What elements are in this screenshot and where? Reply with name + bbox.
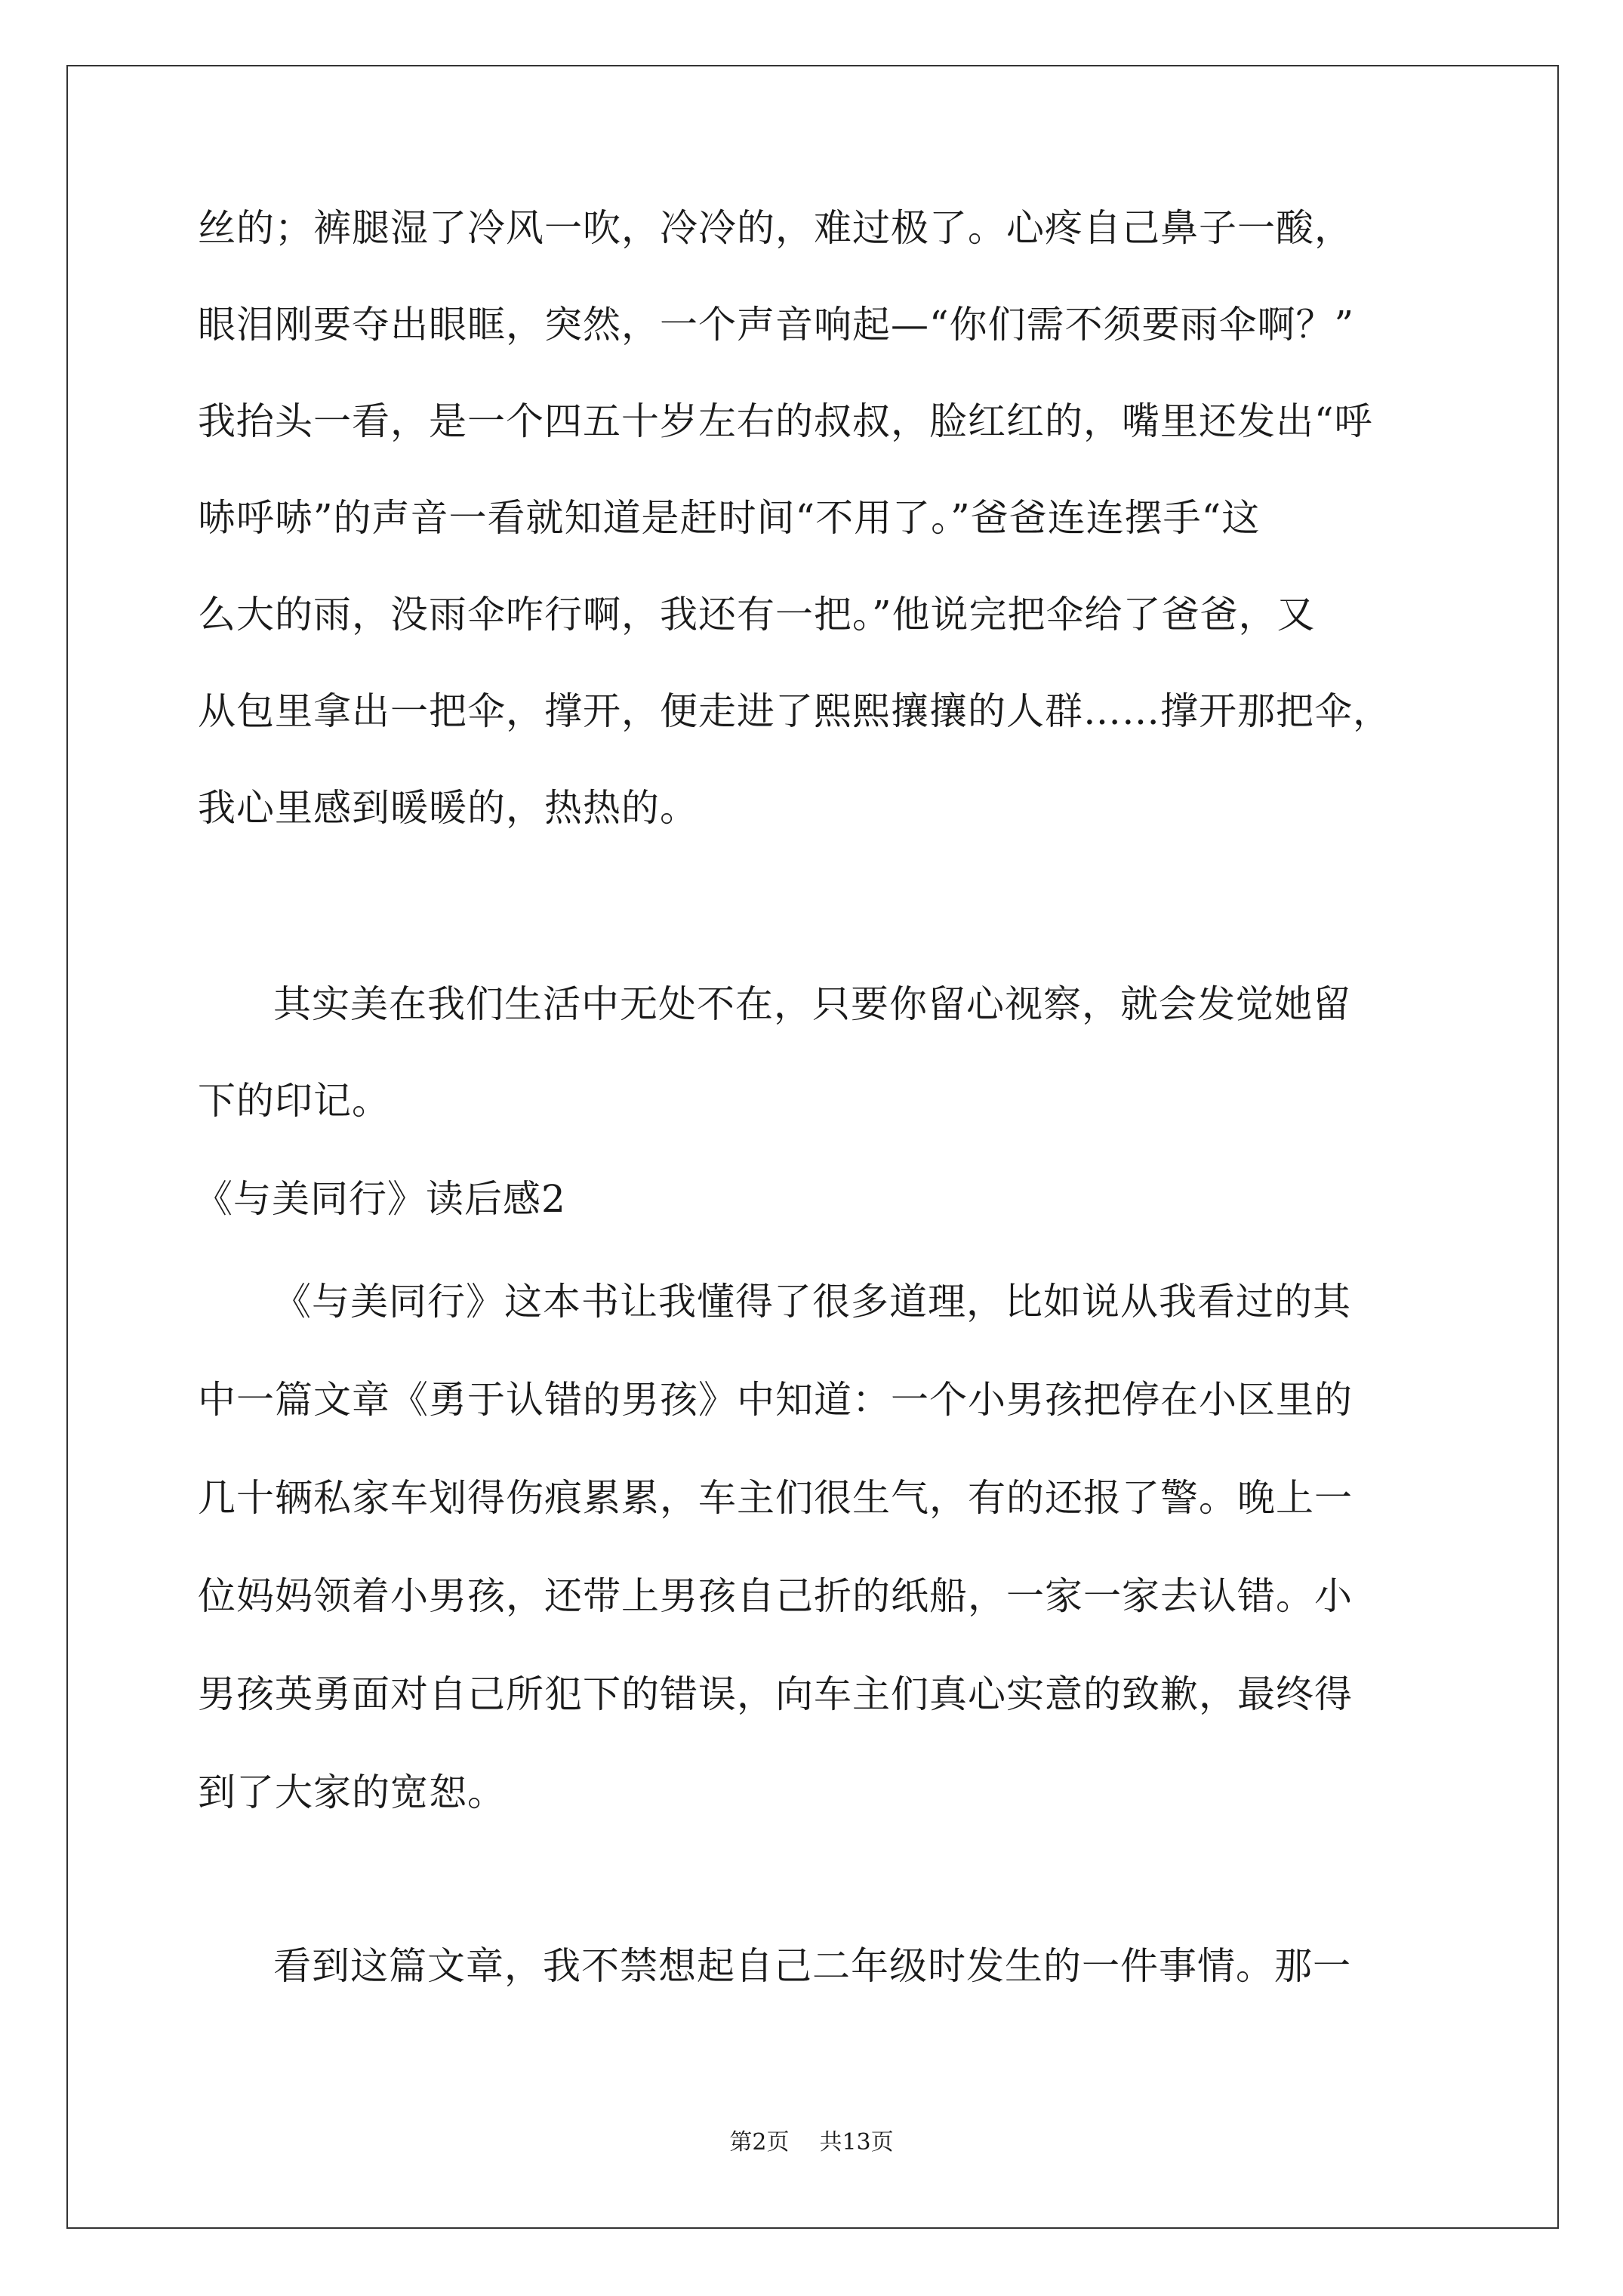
text-line: 中一篇文章《勇于认错的男孩》中知道：一个小男孩把停在小区里的 [198, 1378, 1353, 1422]
text-line: 眼泪刚要夺出眼眶，突然，一个声音响起—“你们需不须要雨伞啊？” [198, 303, 1355, 347]
text-line: 到了大家的宽恕。 [198, 1771, 506, 1814]
text-line: 看到这篇文章，我不禁想起自己二年级时发生的一件事情。那一 [273, 1944, 1351, 1988]
page-footer [0, 2128, 1623, 2158]
text-line: 位妈妈领着小男孩，还带上男孩自己折的纸船，一家一家去认错。小 [198, 1574, 1353, 1618]
text-line: 男孩英勇面对自己所犯下的错误，向车主们真心实意的致歉，最终得 [198, 1672, 1353, 1716]
text-line: 下的印记。 [198, 1079, 390, 1123]
text-line: 哧呼哧”的声音一看就知道是赶时间“不用了。”爸爸连连摆手“这 [198, 496, 1261, 540]
page-border [66, 65, 1559, 2229]
text-line: 其实美在我们生活中无处不在，只要你留心视察，就会发觉她留 [273, 982, 1351, 1026]
page-number: 第2页 [729, 2129, 790, 2156]
text-line: 么大的雨，没雨伞咋行啊，我还有一把。”他说完把伞给了爸爸，又 [198, 593, 1316, 636]
page-total: 共13页 [819, 2129, 894, 2156]
text-line: 我心里感到暖暖的，热热的。 [198, 786, 698, 830]
text-line: 几十辆私家车划得伤痕累累，车主们很生气，有的还报了警。晚上一 [198, 1476, 1353, 1520]
text-line: 《与美同行》这本书让我懂得了很多道理，比如说从我看过的其 [273, 1280, 1351, 1324]
text-line: 从包里拿出一把伞，撑开，便走进了熙熙攘攘的人群……撑开那把伞， [198, 689, 1391, 733]
section-heading: 《与美同行》读后感2 [195, 1177, 566, 1221]
text-line: 我抬头一看，是一个四五十岁左右的叔叔，脸红红的，嘴里还发出“呼 [198, 399, 1373, 443]
text-line: 丝的；裤腿湿了冷风一吹，冷冷的，难过极了。心疼自己鼻子一酸， [198, 206, 1353, 250]
